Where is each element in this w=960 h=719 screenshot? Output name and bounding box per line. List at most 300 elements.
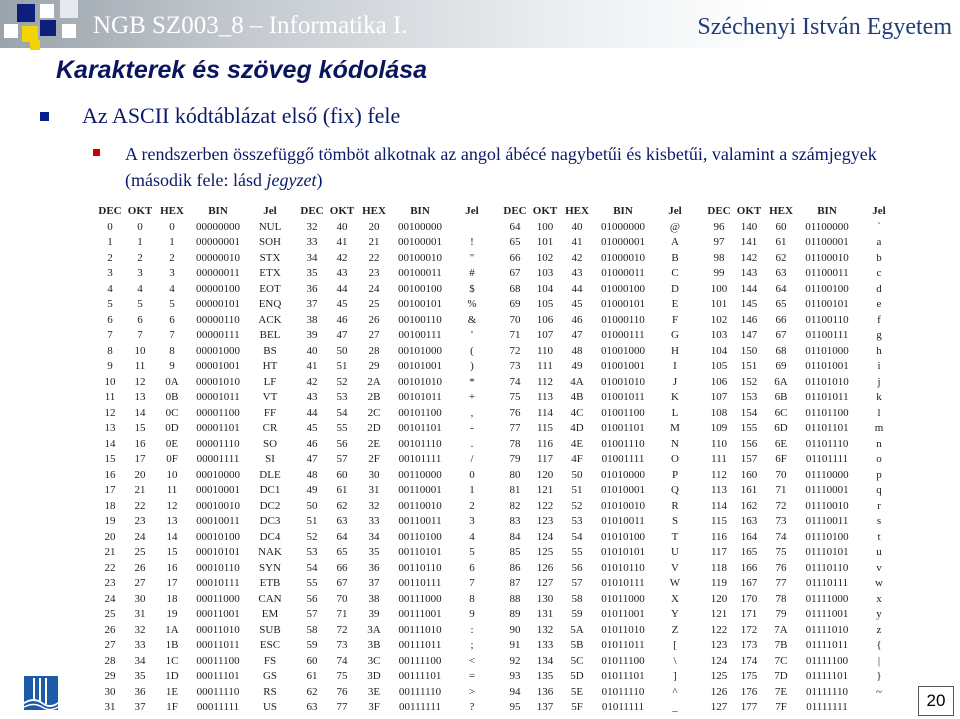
table-cell: 1C xyxy=(165,654,179,667)
table-cell: 59 xyxy=(571,608,583,621)
table-cell: 5A xyxy=(570,623,584,636)
table-cell: A xyxy=(671,236,679,249)
table-row xyxy=(298,591,494,607)
table-cell: 67 xyxy=(775,329,787,342)
table-header-row xyxy=(298,202,494,219)
table-row xyxy=(298,390,494,406)
table-cell: 01111010 xyxy=(805,623,849,636)
table-cell: 67 xyxy=(336,577,348,590)
table-cell: 01100110 xyxy=(805,313,849,326)
table-cell: 2F xyxy=(368,453,380,466)
table-row xyxy=(705,591,901,607)
table-cell: 24 xyxy=(368,282,380,295)
table-cell: 01111111 xyxy=(806,701,848,714)
table-cell: 01100001 xyxy=(805,236,849,249)
table-row xyxy=(501,343,697,359)
table-cell: 114 xyxy=(536,406,554,419)
table-cell: 107 xyxy=(710,391,728,404)
table-cell: 137 xyxy=(536,701,554,714)
table-cell: 65 xyxy=(775,298,787,311)
table-cell: 00101011 xyxy=(398,391,442,404)
table-cell: 123 xyxy=(710,639,728,652)
table-cell: 01001000 xyxy=(601,344,645,357)
table-cell: 27 xyxy=(368,329,380,342)
table-cell: 122 xyxy=(710,623,728,636)
table-cell: 75 xyxy=(775,546,787,559)
column-header: Jel xyxy=(263,204,277,217)
table-cell: 2E xyxy=(367,437,381,450)
table-cell: 50 xyxy=(571,468,583,481)
bullet2-italic-text: jegyzet xyxy=(266,170,317,190)
table-cell: SUB xyxy=(259,623,281,636)
table-row xyxy=(501,452,697,468)
table-cell: 71 xyxy=(336,608,348,621)
table-cell: 76 xyxy=(509,406,521,419)
table-cell: V xyxy=(671,561,679,574)
table-cell: a xyxy=(876,236,882,249)
table-cell: 3C xyxy=(367,654,381,667)
table-cell: ) xyxy=(470,360,474,373)
table-cell: 31 xyxy=(104,701,116,714)
table-cell: y xyxy=(876,608,882,621)
table-cell: 156 xyxy=(740,437,758,450)
table-cell: 01111001 xyxy=(805,608,849,621)
table-cell: 54 xyxy=(571,530,583,543)
table-cell: 66 xyxy=(775,313,787,326)
table-cell: 01011111 xyxy=(601,701,645,714)
table-cell: 1 xyxy=(469,484,475,497)
table-row xyxy=(501,545,697,561)
table-cell: 01010000 xyxy=(601,468,645,481)
table-row xyxy=(96,250,292,266)
table-row xyxy=(501,607,697,623)
table-row xyxy=(96,390,292,406)
table-cell: 101 xyxy=(710,298,728,311)
table-cell: x xyxy=(876,592,882,605)
table-cell: 119 xyxy=(710,577,728,590)
table-row xyxy=(96,359,292,375)
table-cell: 160 xyxy=(740,468,758,481)
table-cell: 60 xyxy=(336,468,348,481)
table-cell: ` xyxy=(877,220,881,233)
table-cell: 22 xyxy=(368,251,380,264)
table-row xyxy=(298,467,494,483)
table-row xyxy=(96,219,292,235)
table-cell: m xyxy=(874,422,884,435)
table-row xyxy=(705,235,901,251)
table-cell: 00000001 xyxy=(196,236,240,249)
table-cell: 69 xyxy=(775,360,787,373)
table-cell: 26 xyxy=(134,561,146,574)
table-cell: 01100000 xyxy=(805,220,849,233)
table-cell: 14 xyxy=(104,437,116,450)
table-cell: 00110110 xyxy=(398,561,442,574)
table-cell: 120 xyxy=(536,468,554,481)
table-cell: 00100100 xyxy=(398,282,442,295)
table-cell: 68 xyxy=(775,344,787,357)
table-cell: 76 xyxy=(336,685,348,698)
table-cell: 154 xyxy=(740,406,758,419)
table-cell: 00010110 xyxy=(196,561,240,574)
table-cell: 01010110 xyxy=(601,561,645,574)
table-cell: 12 xyxy=(134,375,146,388)
table-row xyxy=(705,436,901,452)
table-cell: 37 xyxy=(134,701,146,714)
table-cell: 114 xyxy=(710,499,728,512)
table-cell: e xyxy=(876,298,882,311)
table-cell: 17 xyxy=(134,453,146,466)
table-cell: 01000010 xyxy=(601,251,645,264)
table-cell: CAN xyxy=(258,592,282,605)
table-cell: 00111011 xyxy=(398,639,442,652)
table-cell: 01110100 xyxy=(805,530,849,543)
column-header: OKT xyxy=(532,204,558,217)
table-row xyxy=(96,235,292,251)
table-cell: 01100011 xyxy=(805,267,849,280)
table-cell: 44 xyxy=(571,282,583,295)
table-row xyxy=(96,297,292,313)
table-row xyxy=(501,436,697,452)
table-cell: 2A xyxy=(367,375,381,388)
table-cell: W xyxy=(669,577,681,590)
table-cell: 00011110 xyxy=(196,685,240,698)
table-cell: 5E xyxy=(570,685,584,698)
table-cell: 134 xyxy=(536,654,554,667)
table-cell: 3B xyxy=(367,639,381,652)
table-cell: | xyxy=(877,654,881,667)
table-cell: ' xyxy=(471,329,473,342)
table-cell: 00010100 xyxy=(196,530,240,543)
table-row xyxy=(501,684,697,700)
table-cell: c xyxy=(876,267,882,280)
slide-title: Karakterek és szöveg kódolása xyxy=(56,56,428,84)
table-cell: l xyxy=(877,406,881,419)
table-cell: 81 xyxy=(509,484,521,497)
table-cell: 28 xyxy=(368,344,380,357)
table-cell: 01011101 xyxy=(601,670,645,683)
table-cell: 3 xyxy=(469,515,475,528)
table-cell: 82 xyxy=(509,499,521,512)
table-cell: 35 xyxy=(134,670,146,683)
table-cell: ^ xyxy=(672,685,678,698)
table-cell: % xyxy=(467,298,477,311)
table-cell: 01011000 xyxy=(601,592,645,605)
table-cell: C xyxy=(671,267,679,280)
table-cell: 7F xyxy=(775,701,787,714)
table-cell: 39 xyxy=(306,329,318,342)
table-header-row xyxy=(501,202,697,219)
table-cell: 171 xyxy=(740,608,758,621)
table-row xyxy=(705,328,901,344)
table-cell: 7C xyxy=(774,654,788,667)
table-cell: ? xyxy=(469,701,475,714)
table-cell: 01011011 xyxy=(601,639,645,652)
table-cell: 01010111 xyxy=(601,577,645,590)
table-cell: } xyxy=(876,670,882,683)
table-cell: 01001110 xyxy=(601,437,645,450)
table-row xyxy=(96,266,292,282)
table-row xyxy=(705,467,901,483)
table-cell: 37 xyxy=(306,298,318,311)
table-row xyxy=(96,560,292,576)
table-cell: 97 xyxy=(713,236,725,249)
bullet-level1-text: Az ASCII kódtáblázat első (fix) fele xyxy=(82,103,401,128)
table-cell: 157 xyxy=(740,453,758,466)
table-row xyxy=(298,328,494,344)
table-row xyxy=(96,700,292,716)
table-cell: 47 xyxy=(336,329,348,342)
table-cell: 61 xyxy=(775,236,787,249)
table-cell: 30 xyxy=(368,468,380,481)
table-cell: 01001001 xyxy=(601,360,645,373)
table-cell: 27 xyxy=(104,639,116,652)
table-cell: , xyxy=(470,406,474,419)
table-cell: 130 xyxy=(536,592,554,605)
table-cell: 00101000 xyxy=(398,344,442,357)
table-cell: 118 xyxy=(710,561,728,574)
table-cell: BS xyxy=(263,344,277,357)
table-cell: 2 xyxy=(469,499,475,512)
table-cell: 96 xyxy=(713,220,725,233)
table-cell: 00011011 xyxy=(196,639,240,652)
table-cell: 127 xyxy=(710,701,728,714)
table-cell: 116 xyxy=(536,437,554,450)
table-row xyxy=(298,560,494,576)
table-cell: 01111100 xyxy=(805,654,849,667)
table-cell: 00011100 xyxy=(196,654,240,667)
table-row xyxy=(705,483,901,499)
table-row xyxy=(501,560,697,576)
table-cell: 1B xyxy=(165,639,179,652)
table-cell: 55 xyxy=(571,546,583,559)
table-cell: 00110001 xyxy=(398,484,442,497)
table-row xyxy=(705,545,901,561)
table-cell: 00110011 xyxy=(398,515,442,528)
bullet-square-icon xyxy=(93,149,100,156)
table-cell: 84 xyxy=(509,530,521,543)
table-cell: 6 xyxy=(469,561,475,574)
table-cell: 72 xyxy=(509,344,521,357)
table-row xyxy=(705,514,901,530)
table-cell: 01100100 xyxy=(805,282,849,295)
table-cell: 63 xyxy=(306,701,318,714)
table-cell: 1 xyxy=(137,236,143,249)
table-cell: 00111110 xyxy=(398,685,442,698)
table-cell: 12 xyxy=(104,406,116,419)
table-cell: 105 xyxy=(536,298,554,311)
table-cell: 00110100 xyxy=(398,530,442,543)
table-cell: 0 xyxy=(137,220,143,233)
column-header: HEX xyxy=(160,204,184,217)
table-cell: 21 xyxy=(104,546,116,559)
table-cell: 00111001 xyxy=(398,608,442,621)
table-row xyxy=(501,281,697,297)
table-cell: 00001110 xyxy=(196,437,240,450)
table-row xyxy=(96,405,292,421)
table-cell: q xyxy=(876,484,882,497)
table-cell: 50 xyxy=(336,344,348,357)
table-cell: 3 xyxy=(137,267,143,280)
table-cell: 61 xyxy=(306,670,318,683)
table-cell: 01110001 xyxy=(805,484,849,497)
table-cell: 01001101 xyxy=(601,422,645,435)
table-cell: 85 xyxy=(509,546,521,559)
table-cell: 55 xyxy=(336,422,348,435)
table-cell: 80 xyxy=(509,468,521,481)
table-cell: 115 xyxy=(710,515,728,528)
table-cell: 121 xyxy=(710,608,728,621)
table-cell: 43 xyxy=(571,267,583,280)
table-row xyxy=(705,622,901,638)
table-cell: 01111000 xyxy=(805,592,849,605)
table-cell: 00010010 xyxy=(196,499,240,512)
table-cell: K xyxy=(671,391,679,404)
table-cell: 24 xyxy=(134,530,146,543)
table-cell: 12 xyxy=(166,499,178,512)
table-cell: 5 xyxy=(107,298,113,311)
table-cell: 00101101 xyxy=(398,422,442,435)
table-cell: 01011110 xyxy=(601,685,645,698)
table-cell: 44 xyxy=(306,406,318,419)
table-cell: 151 xyxy=(740,360,758,373)
table-cell: 23 xyxy=(368,267,380,280)
table-row xyxy=(501,328,697,344)
table-row xyxy=(705,560,901,576)
bullet2-main-text: A rendszerben összefüggő tömböt alkotnak az angol ábécé nagybetűi és kisbetűi, valamint a számjegyek (második fele: lásd xyxy=(125,144,877,190)
table-row xyxy=(501,250,697,266)
university-name: Széchenyi István Egyetem xyxy=(697,14,952,40)
table-cell: 88 xyxy=(509,592,521,605)
column-header: Jel xyxy=(465,204,479,217)
table-cell: 6C xyxy=(774,406,788,419)
table-row xyxy=(298,374,494,390)
table-cell: 13 xyxy=(104,422,116,435)
table-row xyxy=(705,498,901,514)
table-cell: 4C xyxy=(570,406,584,419)
table-row xyxy=(298,498,494,514)
table-row xyxy=(705,684,901,700)
table-cell: 60 xyxy=(775,220,787,233)
table-cell: 5B xyxy=(570,639,584,652)
table-cell: 3 xyxy=(107,267,113,280)
table-cell: 65 xyxy=(509,236,521,249)
table-cell: 172 xyxy=(740,623,758,636)
table-cell: 111 xyxy=(711,453,727,466)
table-row xyxy=(501,374,697,390)
table-cell: 00001011 xyxy=(196,391,240,404)
table-row xyxy=(298,312,494,328)
table-cell: 14 xyxy=(134,406,146,419)
table-row xyxy=(501,405,697,421)
table-cell: ENQ xyxy=(258,298,282,311)
table-cell: SOH xyxy=(258,236,281,249)
table-row xyxy=(501,653,697,669)
table-cell: 7 xyxy=(107,329,113,342)
table-cell: 61 xyxy=(336,484,348,497)
table-cell: 01001111 xyxy=(601,453,645,466)
table-cell: 46 xyxy=(571,313,583,326)
table-row xyxy=(298,359,494,375)
table-cell: E xyxy=(671,298,679,311)
table-cell: 155 xyxy=(740,422,758,435)
table-cell: 68 xyxy=(509,282,521,295)
table-cell: 10 xyxy=(134,344,146,357)
table-cell: 91 xyxy=(509,639,521,652)
table-row xyxy=(705,669,901,685)
table-cell: 83 xyxy=(509,515,521,528)
table-cell: 36 xyxy=(368,561,380,574)
table-cell: 177 xyxy=(740,701,758,714)
table-cell: 66 xyxy=(336,561,348,574)
table-row xyxy=(298,297,494,313)
table-cell: 98 xyxy=(713,251,725,264)
table-row xyxy=(96,452,292,468)
table-cell: 63 xyxy=(336,515,348,528)
table-cell: j xyxy=(877,375,881,388)
table-row xyxy=(96,529,292,545)
table-cell: 56 xyxy=(306,592,318,605)
table-cell: 58 xyxy=(571,592,583,605)
table-cell: 70 xyxy=(775,468,787,481)
column-header: BIN xyxy=(613,204,633,217)
table-cell: 00001000 xyxy=(196,344,240,357)
table-row xyxy=(501,483,697,499)
table-cell: 0E xyxy=(165,437,179,450)
table-cell: 18 xyxy=(166,592,178,605)
table-cell: 40 xyxy=(306,344,318,357)
table-cell: 6 xyxy=(137,313,143,326)
table-cell: 117 xyxy=(710,546,728,559)
column-header: BIN xyxy=(410,204,430,217)
table-cell: 165 xyxy=(740,546,758,559)
table-cell: 57 xyxy=(571,577,583,590)
table-cell: 01101010 xyxy=(805,375,849,388)
table-cell: 125 xyxy=(536,546,554,559)
table-cell: $ xyxy=(469,282,475,295)
table-cell: 01010100 xyxy=(601,530,645,543)
table-cell: 11 xyxy=(134,360,146,373)
table-cell: 01011100 xyxy=(601,654,645,667)
table-cell: 124 xyxy=(536,530,554,543)
table-cell: 01010011 xyxy=(601,515,645,528)
table-cell: 34 xyxy=(306,251,318,264)
table-cell: 62 xyxy=(775,251,787,264)
table-cell: 102 xyxy=(710,313,728,326)
table-cell: 00011000 xyxy=(196,592,240,605)
table-cell: T xyxy=(671,530,679,543)
table-cell: 176 xyxy=(740,685,758,698)
table-cell: 64 xyxy=(336,530,348,543)
ascii-table-group-2 xyxy=(298,202,494,715)
table-cell: 01111011 xyxy=(805,639,849,652)
table-cell: 0A xyxy=(165,375,179,388)
table-row xyxy=(298,622,494,638)
table-cell: 00010000 xyxy=(196,468,240,481)
table-cell: 75 xyxy=(509,391,521,404)
table-row xyxy=(298,250,494,266)
table-cell: 4B xyxy=(570,391,584,404)
table-cell: - xyxy=(470,422,474,435)
table-cell: 112 xyxy=(710,468,728,481)
table-cell: 166 xyxy=(740,561,758,574)
ascii-table-group-3 xyxy=(501,202,697,715)
table-cell: d xyxy=(876,282,882,295)
table-cell: G xyxy=(671,329,679,342)
table-cell: 32 xyxy=(134,623,146,636)
table-cell: 117 xyxy=(536,453,554,466)
table-row xyxy=(501,622,697,638)
table-cell: GS xyxy=(262,670,278,683)
